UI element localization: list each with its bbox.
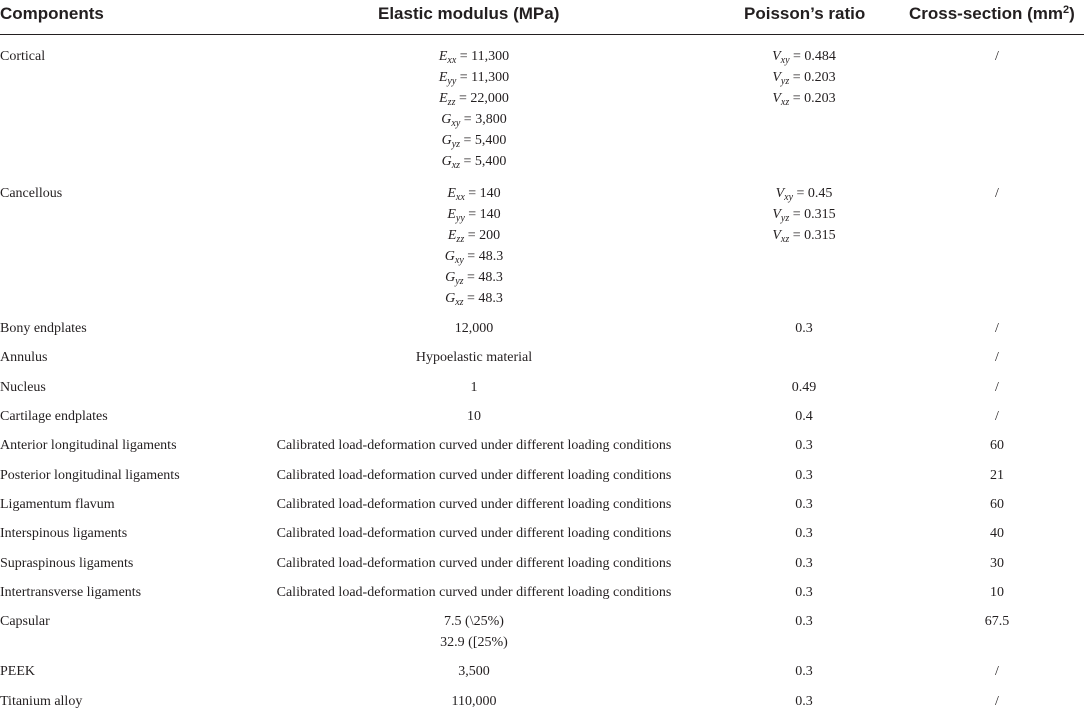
elastic-modulus-value-value: = 11,300 xyxy=(456,70,510,85)
poissons-ratio-cell xyxy=(724,611,884,632)
elastic-modulus-value xyxy=(240,183,708,204)
component-name: Posterior longitudinal ligaments xyxy=(0,468,180,483)
poissons-ratio-value-letter: V xyxy=(772,49,781,64)
component-name: Capsular xyxy=(0,614,50,629)
poissons-ratio-value-subscript: xz xyxy=(780,97,790,108)
elastic-modulus-value-subscript: xz xyxy=(455,297,464,308)
elastic-modulus-cell xyxy=(240,377,708,398)
elastic-modulus-value: 110,000 xyxy=(451,694,497,709)
header-cross-section-close: ) xyxy=(1069,4,1075,23)
header-cross-section-text: Cross-section (mm xyxy=(909,4,1063,23)
elastic-modulus-cell xyxy=(240,691,708,712)
poissons-ratio-value-symbol xyxy=(772,91,789,106)
elastic-modulus-value-subscript: yy xyxy=(447,76,457,87)
elastic-modulus-value xyxy=(240,88,708,109)
cross-section-cell: 10 xyxy=(990,585,1004,600)
elastic-modulus-cell xyxy=(240,406,708,427)
elastic-modulus-cell xyxy=(240,582,708,603)
header-poissons-ratio: Poisson’s ratio xyxy=(744,4,866,23)
elastic-modulus-value xyxy=(240,225,708,246)
poissons-ratio-value xyxy=(724,183,884,204)
poissons-ratio-value: 0.49 xyxy=(791,380,817,395)
elastic-modulus-value: Calibrated load-deformation curved under different loading conditions xyxy=(276,585,672,600)
header-elastic-modulus: Elastic modulus (MPa) xyxy=(378,4,560,23)
cross-section-cell: / xyxy=(995,186,999,201)
component-name: Titanium alloy xyxy=(0,694,83,709)
elastic-modulus-cell xyxy=(240,661,708,682)
elastic-modulus-value-letter: G xyxy=(441,133,452,148)
component-name: PEEK xyxy=(0,664,35,679)
elastic-modulus-value-subscript: xz xyxy=(451,160,461,171)
elastic-modulus-value-symbol xyxy=(441,112,460,127)
elastic-modulus-value: Calibrated load-deformation curved under different loading conditions xyxy=(276,526,672,541)
elastic-modulus-value-symbol xyxy=(447,186,464,201)
elastic-modulus-value: Calibrated load-deformation curved under different loading conditions xyxy=(276,556,672,571)
elastic-modulus-value-subscript: xx xyxy=(455,192,465,203)
elastic-modulus-value: Calibrated load-deformation curved under different loading conditions xyxy=(276,438,672,453)
elastic-modulus-cell xyxy=(240,553,708,574)
elastic-modulus-value: 12,000 xyxy=(454,321,494,336)
elastic-modulus-value-letter: E xyxy=(438,49,448,64)
elastic-modulus-value-value: = 3,800 xyxy=(460,112,507,127)
poissons-ratio-value-symbol xyxy=(772,207,789,222)
poissons-ratio-cell xyxy=(724,494,884,515)
poissons-ratio-value: 0.4 xyxy=(795,409,813,424)
elastic-modulus-value-symbol xyxy=(439,91,455,106)
elastic-modulus-value xyxy=(240,267,708,288)
elastic-modulus-value-letter: E xyxy=(438,70,448,85)
poissons-ratio-value: 0.3 xyxy=(795,694,813,709)
poissons-ratio-cell xyxy=(724,406,884,427)
component-name: Anterior longitudinal ligaments xyxy=(0,438,177,453)
poissons-ratio-value-value: = 0.484 xyxy=(789,49,836,64)
cross-section-cell: / xyxy=(995,380,999,395)
poissons-ratio-value-subscript: xy xyxy=(780,55,790,66)
poissons-ratio-value-value: = 0.203 xyxy=(789,91,836,106)
header-cross-section xyxy=(909,4,1075,24)
elastic-modulus-value-subscript: xy xyxy=(454,255,464,266)
cross-section-cell: 60 xyxy=(990,438,1004,453)
elastic-modulus-value-letter: E xyxy=(447,207,456,222)
poissons-ratio-value: 0.3 xyxy=(795,321,813,336)
elastic-modulus-value-letter: E xyxy=(447,228,457,243)
elastic-modulus-value-symbol xyxy=(442,133,460,148)
component-name: Ligamentum flavum xyxy=(0,497,115,512)
elastic-modulus-value-letter: E xyxy=(447,186,456,201)
elastic-modulus-value-symbol xyxy=(448,228,464,243)
elastic-modulus-value xyxy=(240,46,708,67)
elastic-modulus-value: 10 xyxy=(467,409,481,424)
poissons-ratio-value-value: = 0.203 xyxy=(789,70,836,85)
elastic-modulus-value-value: = 11,300 xyxy=(456,49,510,64)
elastic-modulus-value: 1 xyxy=(470,380,478,395)
elastic-modulus-cell xyxy=(240,318,708,339)
poissons-ratio-value xyxy=(724,204,884,225)
poissons-ratio-cell xyxy=(724,183,884,246)
poissons-ratio-cell xyxy=(724,435,884,456)
poissons-ratio-value-symbol xyxy=(772,49,789,64)
header-components: Components xyxy=(0,4,104,23)
cross-section-cell: / xyxy=(995,321,999,336)
elastic-modulus-value-value: = 5,400 xyxy=(460,133,507,148)
poissons-ratio-value: 0.3 xyxy=(795,438,813,453)
poissons-ratio-cell xyxy=(724,465,884,486)
elastic-modulus-value-letter: G xyxy=(445,291,456,306)
poissons-ratio-cell xyxy=(724,661,884,682)
elastic-modulus-value: Calibrated load-deformation curved under different loading conditions xyxy=(276,497,672,512)
elastic-modulus-value-value: = 140 xyxy=(464,186,501,201)
poissons-ratio-value xyxy=(724,46,884,67)
cross-section-cell: / xyxy=(995,49,999,64)
elastic-modulus-value-value: = 5,400 xyxy=(460,154,507,169)
elastic-modulus-value-letter: E xyxy=(439,91,448,106)
poissons-ratio-value-subscript: xy xyxy=(784,192,794,203)
table-header xyxy=(0,0,1084,35)
elastic-modulus-value-subscript: yy xyxy=(455,213,465,224)
elastic-modulus-cell xyxy=(240,523,708,544)
elastic-modulus-value-value: = 22,000 xyxy=(455,91,509,106)
poissons-ratio-value-symbol xyxy=(772,228,789,243)
poissons-ratio-value-subscript: xz xyxy=(780,234,790,245)
elastic-modulus-value-subscript: zz xyxy=(447,97,456,108)
cross-section-cell: 67.5 xyxy=(984,614,1010,629)
cross-section-cell: 40 xyxy=(990,526,1004,541)
cross-section-cell: / xyxy=(995,350,999,365)
elastic-modulus-value-symbol xyxy=(439,70,456,85)
component-name: Cancellous xyxy=(0,186,63,201)
elastic-modulus-value-subscript: xy xyxy=(451,118,461,129)
elastic-modulus-value xyxy=(240,109,708,130)
cross-section-cell: / xyxy=(995,664,999,679)
elastic-modulus-value-subscript: yz xyxy=(455,276,464,287)
poissons-ratio-value-letter: V xyxy=(772,207,781,222)
elastic-modulus-value-symbol xyxy=(445,249,464,264)
elastic-modulus-value xyxy=(240,288,708,309)
elastic-modulus-value-value: = 48.3 xyxy=(463,270,503,285)
cross-section-cell: 60 xyxy=(990,497,1004,512)
cross-section-cell: 30 xyxy=(990,556,1004,571)
component-name: Intertransverse ligaments xyxy=(0,585,142,600)
elastic-modulus-value-value: = 48.3 xyxy=(463,291,503,306)
elastic-modulus-value-letter: G xyxy=(445,270,456,285)
poissons-ratio-cell xyxy=(724,553,884,574)
elastic-modulus-cell xyxy=(240,465,708,486)
poissons-ratio-cell xyxy=(724,582,884,603)
poissons-ratio-value-subscript: yz xyxy=(780,213,790,224)
poissons-ratio-cell xyxy=(724,318,884,339)
poissons-ratio-value-symbol xyxy=(772,70,789,85)
poissons-ratio-value xyxy=(724,88,884,109)
poissons-ratio-value: 0.3 xyxy=(795,526,813,541)
poissons-ratio-cell xyxy=(724,523,884,544)
elastic-modulus-value-symbol xyxy=(439,49,456,64)
poissons-ratio-value-value: = 0.315 xyxy=(789,228,836,243)
poissons-ratio-cell xyxy=(724,377,884,398)
poissons-ratio-cell xyxy=(724,46,884,109)
cross-section-cell: 21 xyxy=(990,468,1004,483)
elastic-modulus-value xyxy=(240,67,708,88)
component-name: Interspinous ligaments xyxy=(0,526,128,541)
poissons-ratio-value-letter: V xyxy=(772,70,781,85)
poissons-ratio-value: 0.3 xyxy=(795,614,813,629)
cross-section-cell: / xyxy=(995,694,999,709)
elastic-modulus-value-letter: G xyxy=(444,249,455,264)
elastic-modulus-value: 32.9 ([25%) xyxy=(440,635,508,650)
elastic-modulus-value-subscript: zz xyxy=(456,234,465,245)
component-name: Supraspinous ligaments xyxy=(0,556,134,571)
elastic-modulus-value-letter: G xyxy=(441,154,452,169)
poissons-ratio-value-value: = 0.45 xyxy=(793,186,833,201)
poissons-ratio-value-value: = 0.315 xyxy=(789,207,836,222)
elastic-modulus-value-subscript: yz xyxy=(451,139,461,150)
poissons-ratio-value xyxy=(724,67,884,88)
elastic-modulus-value xyxy=(240,151,708,172)
poissons-ratio-value-letter: V xyxy=(772,91,781,106)
header-cross-section-superscript: 2 xyxy=(1062,4,1070,16)
elastic-modulus-cell xyxy=(240,611,708,653)
elastic-modulus-cell xyxy=(240,347,708,368)
cross-section-cell: / xyxy=(995,409,999,424)
elastic-modulus-value-value: = 200 xyxy=(464,228,501,243)
poissons-ratio-value-letter: V xyxy=(775,186,785,201)
poissons-ratio-value: 0.3 xyxy=(795,497,813,512)
poissons-ratio-value: 0.3 xyxy=(795,556,813,571)
elastic-modulus-value: Hypoelastic material xyxy=(415,350,533,365)
elastic-modulus-cell xyxy=(240,183,708,309)
elastic-modulus-cell xyxy=(240,46,708,172)
elastic-modulus-value-symbol xyxy=(445,270,463,285)
elastic-modulus-value: 3,500 xyxy=(458,664,490,679)
elastic-modulus-value-subscript: xx xyxy=(447,55,457,66)
elastic-modulus-cell xyxy=(240,494,708,515)
elastic-modulus-value: 7.5 (\25%) xyxy=(444,614,504,629)
poissons-ratio-value-subscript: yz xyxy=(780,76,790,87)
elastic-modulus-value-letter: G xyxy=(441,112,452,127)
component-name: Cortical xyxy=(0,49,46,64)
elastic-modulus-value-value: = 140 xyxy=(464,207,501,222)
elastic-modulus-value xyxy=(240,130,708,151)
elastic-modulus-value xyxy=(240,246,708,267)
poissons-ratio-value-letter: V xyxy=(772,228,781,243)
poissons-ratio-value xyxy=(724,225,884,246)
poissons-ratio-cell xyxy=(724,691,884,712)
elastic-modulus-value xyxy=(240,204,708,225)
elastic-modulus-value-symbol xyxy=(442,154,460,169)
poissons-ratio-value-symbol xyxy=(776,186,793,201)
elastic-modulus-value-symbol xyxy=(445,291,463,306)
component-name: Cartilage endplates xyxy=(0,409,108,424)
poissons-ratio-value: 0.3 xyxy=(795,664,813,679)
elastic-modulus-value-value: = 48.3 xyxy=(463,249,504,264)
elastic-modulus-value: Calibrated load-deformation curved under different loading conditions xyxy=(276,468,672,483)
elastic-modulus-value-symbol xyxy=(447,207,464,222)
component-name: Nucleus xyxy=(0,380,46,395)
component-name: Bony endplates xyxy=(0,321,87,336)
poissons-ratio-value: 0.3 xyxy=(795,468,813,483)
component-name: Annulus xyxy=(0,350,48,365)
elastic-modulus-cell xyxy=(240,435,708,456)
poissons-ratio-value: 0.3 xyxy=(795,585,813,600)
